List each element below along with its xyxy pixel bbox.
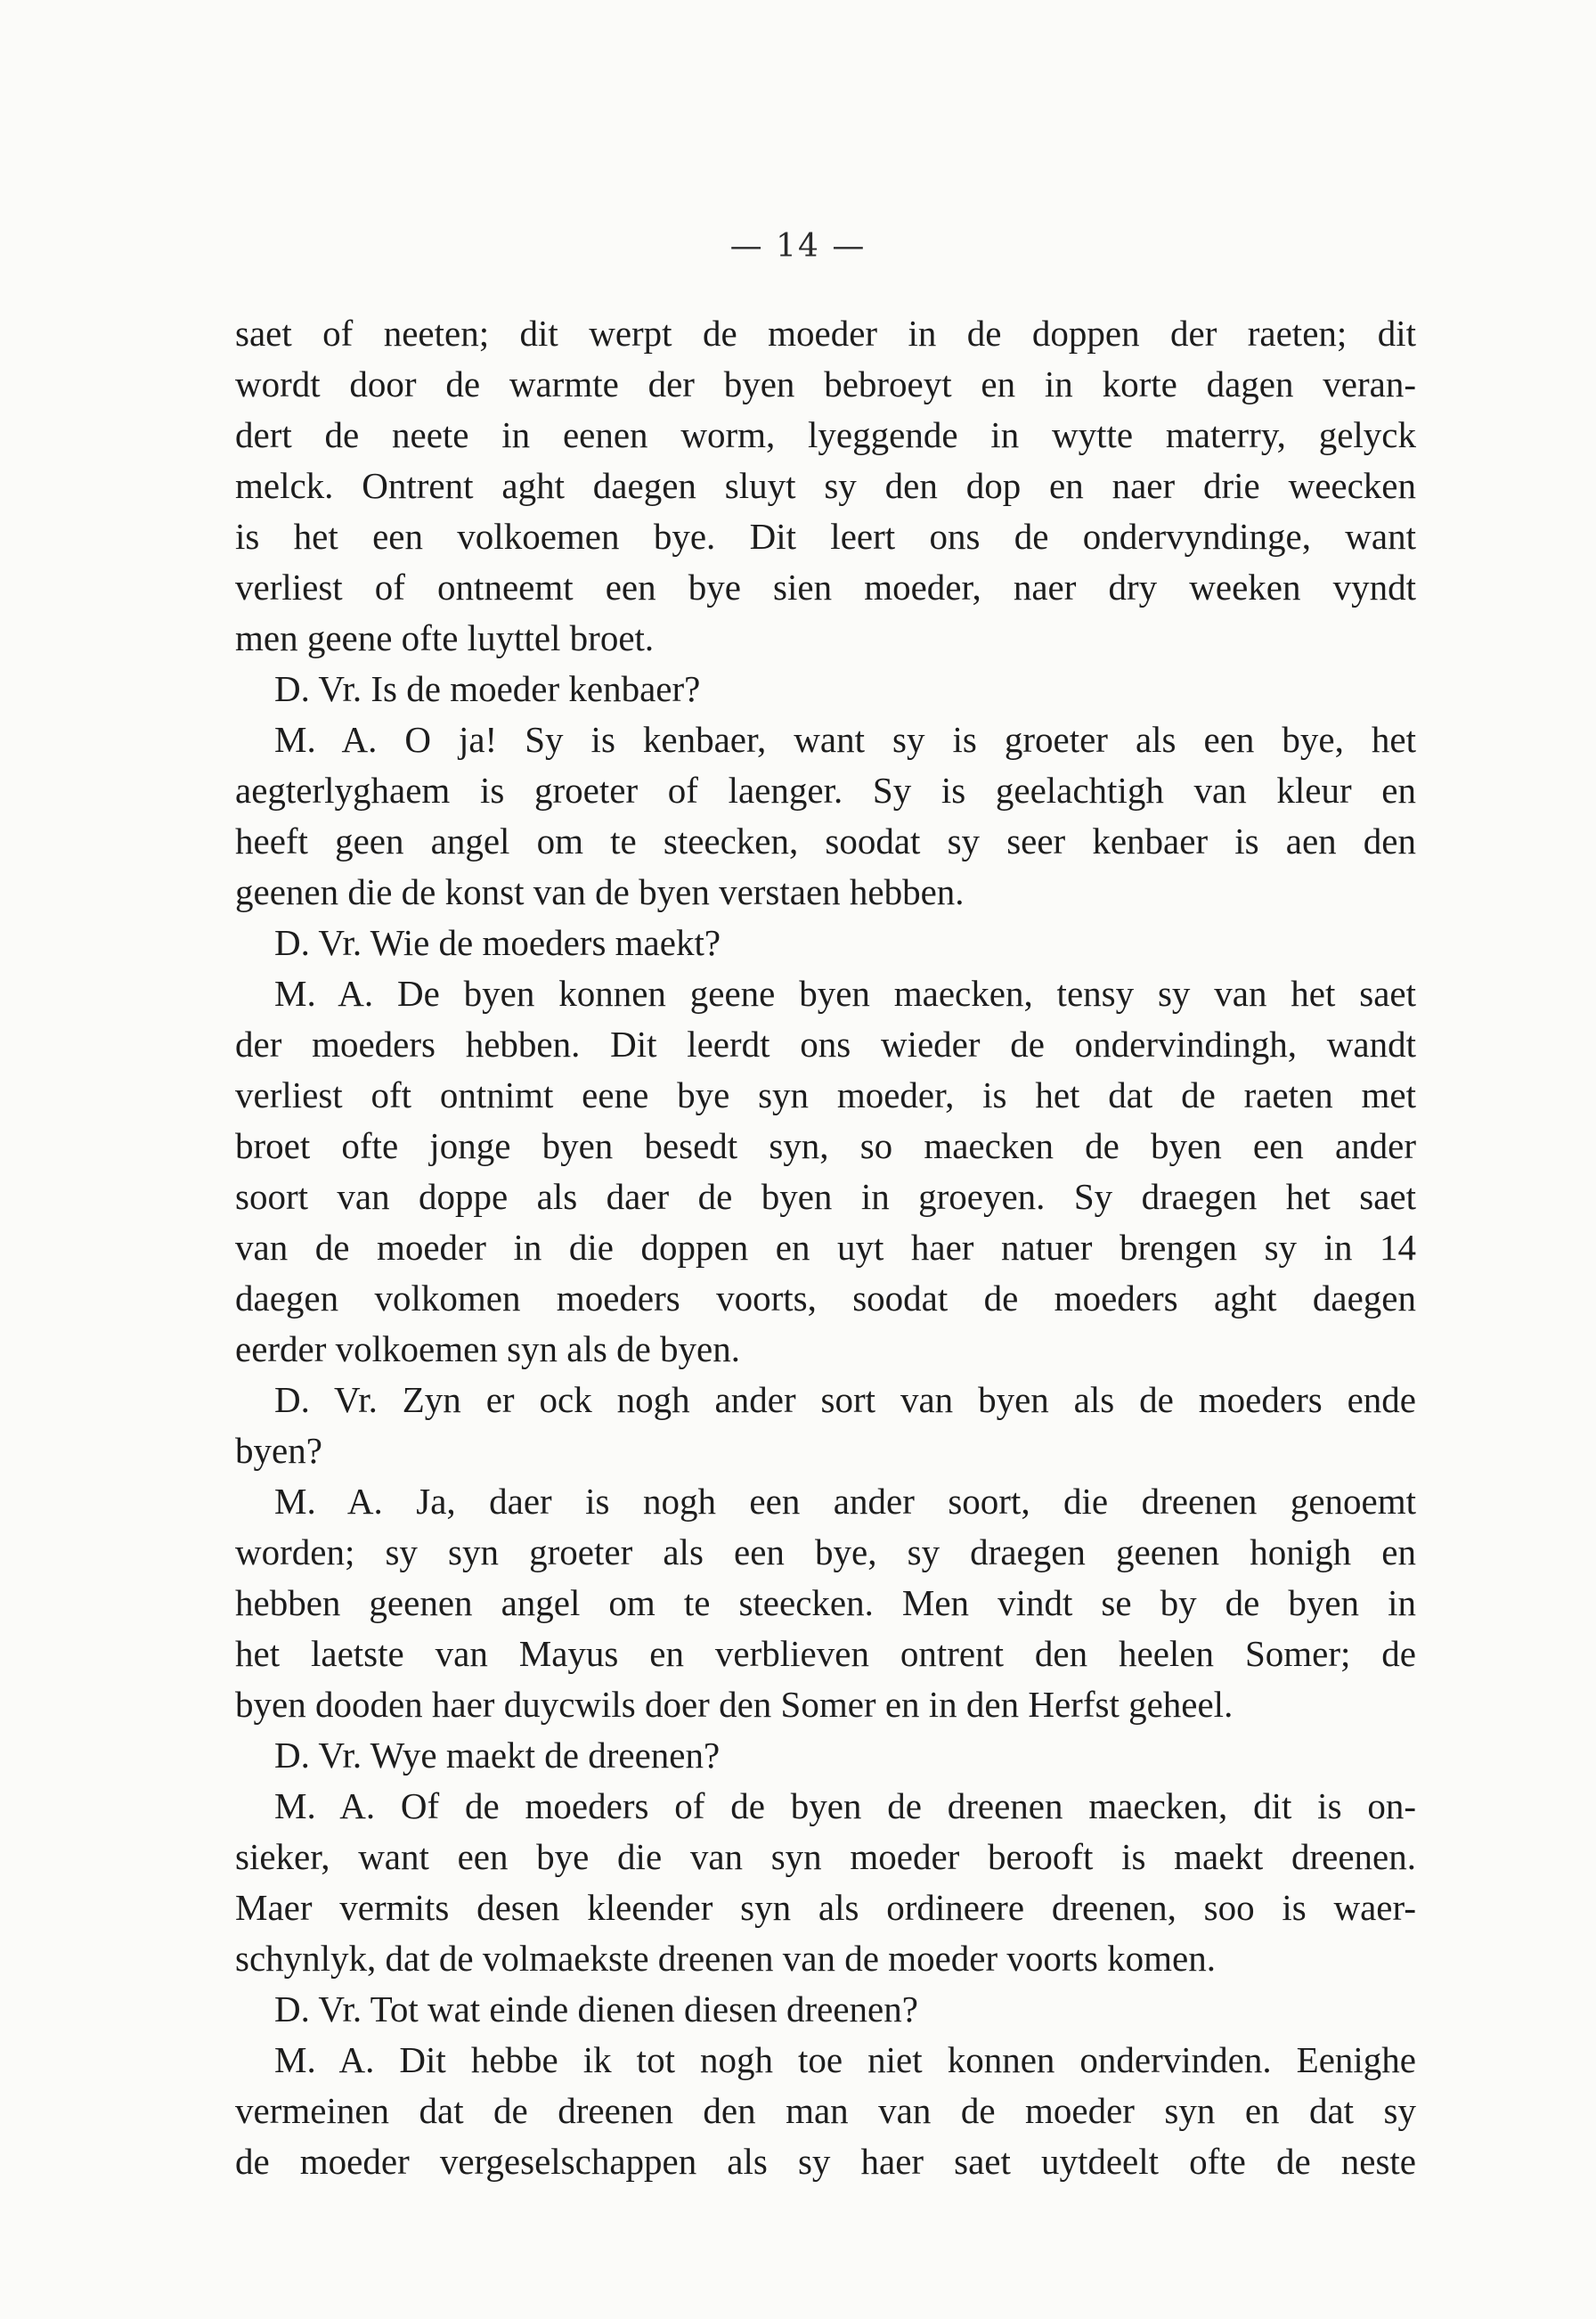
- text-line: van de moeder in die doppen en uyt haer natuer brengen sy in 14: [235, 1227, 1416, 1268]
- text-line: broet ofte jonge byen besedt syn, so maecken de byen een ander: [235, 1125, 1416, 1166]
- text-line: Maer vermits desen kleender syn als ordineere dreenen, soo is waer-: [235, 1887, 1416, 1928]
- text-line: eerder volkoemen syn als de byen.: [235, 1328, 740, 1369]
- body-text: [235, 308, 1416, 2187]
- text-line: M. A. O ja! Sy is kenbaer, want sy is groeter als een bye, het: [274, 719, 1416, 760]
- text-line: byen?: [235, 1430, 322, 1471]
- text-line: M. A. Ja, daer is nogh een ander soort, die dreenen genoemt: [274, 1481, 1416, 1522]
- text-line: D. Vr. Is de moeder kenbaer?: [274, 668, 701, 709]
- text-line: is het een volkoemen bye. Dit leert ons de ondervyndinge, want: [235, 516, 1416, 557]
- text-line: verliest oft ontnimt eene bye syn moeder, is het dat de raeten met: [235, 1074, 1416, 1115]
- text-line: vermeinen dat de dreenen den man van de moeder syn en dat sy: [235, 2090, 1416, 2131]
- text-line: melck. Ontrent aght daegen sluyt sy den dop en naer drie weecken: [235, 465, 1416, 506]
- text-line: M. A. Dit hebbe ik tot nogh toe niet konnen ondervinden. Eenighe: [274, 2039, 1416, 2080]
- text-line: geenen die de konst van de byen verstaen hebben.: [235, 871, 965, 912]
- text-line: byen dooden haer duycwils doer den Somer en in den Herfst geheel.: [235, 1684, 1234, 1725]
- text-line: dert de neete in eenen worm, lyeggende in wytte materry, gelyck: [235, 414, 1416, 455]
- text-line: M. A. Of de moeders of de byen de dreenen maecken, dit is on-: [274, 1785, 1416, 1826]
- text-line: D. Vr. Zyn er ock nogh ander sort van byen als de moeders ende: [274, 1379, 1416, 1420]
- text-line: D. Vr. Tot wat einde dienen diesen dreenen?: [274, 1988, 918, 2029]
- page-number: — 14 —: [729, 228, 867, 265]
- text-line: hebben geenen angel om te steecken. Men vindt se by de byen in: [235, 1582, 1416, 1623]
- text-line: saet of neeten; dit werpt de moeder in de doppen der raeten; dit: [235, 313, 1416, 354]
- text-line: heeft geen angel om te steecken, soodat sy seer kenbaer is aen den: [235, 821, 1416, 861]
- text-line: aegterlyghaem is groeter of laenger. Sy is geelachtigh van kleur en: [235, 770, 1416, 811]
- text-line: wordt door de warmte der byen bebroeyt en in korte dagen veran-: [235, 363, 1416, 404]
- text-line: der moeders hebben. Dit leerdt ons wieder de ondervindingh, wandt: [235, 1024, 1416, 1065]
- text-line: verliest of ontneemt een bye sien moeder, naer dry weeken vyndt: [235, 567, 1416, 608]
- text-line: M. A. De byen konnen geene byen maecken, tensy sy van het saet: [274, 973, 1416, 1014]
- text-line: de moeder vergeselschappen als sy haer saet uytdeelt ofte de neste: [235, 2141, 1416, 2182]
- text-line: schynlyk, dat de volmaekste dreenen van de moeder voorts komen.: [235, 1938, 1216, 1979]
- text-line: D. Vr. Wye maekt de dreenen?: [274, 1735, 721, 1776]
- text-line: sieker, want een bye die van syn moeder berooft is maekt dreenen.: [235, 1836, 1416, 1877]
- text-line: D. Vr. Wie de moeders maekt?: [274, 922, 721, 963]
- text-line: daegen volkomen moeders voorts, soodat de moeders aght daegen: [235, 1278, 1416, 1319]
- text-line: men geene ofte luyttel broet.: [235, 617, 655, 658]
- text-line: soort van doppe als daer de byen in groeyen. Sy draegen het saet: [235, 1176, 1416, 1217]
- text-line: worden; sy syn groeter als een bye, sy draegen geenen honigh en: [235, 1531, 1416, 1572]
- text-line: het laetste van Mayus en verblieven ontrent den heelen Somer; de: [235, 1633, 1416, 1674]
